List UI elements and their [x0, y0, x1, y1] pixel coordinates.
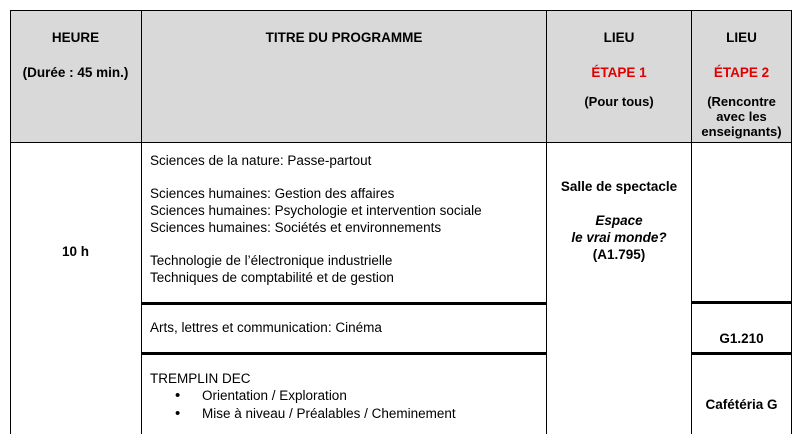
lieu1-space-line2: le vrai monde?	[571, 230, 667, 245]
group-separator-2	[141, 352, 547, 355]
header-lieu2-title: LIEU	[726, 30, 757, 45]
table-border-top	[10, 10, 792, 11]
program-title-tremplin: TREMPLIN DEC	[150, 371, 251, 386]
lieu1-room: Salle de spectacle	[560, 179, 678, 194]
table-border-right	[791, 10, 792, 434]
header-lieu1-step: ÉTAPE 1	[591, 65, 647, 80]
program-item: Techniques de comptabilité et de gestion	[150, 270, 394, 285]
bullet-item: • Orientation / Exploration	[175, 387, 456, 405]
lieu2-room: G1.210	[719, 331, 764, 346]
program-item: Technologie de l’électronique industrielle	[150, 253, 393, 268]
col-divider-1	[141, 10, 142, 434]
header-lieu2-note-line2: avec les	[716, 109, 767, 124]
bullet-item: • Mise à niveau / Préalables / Cheminement	[175, 405, 456, 423]
header-heure-title: HEURE	[51, 30, 100, 45]
lieu1-space-line1: Espace	[595, 213, 643, 228]
program-item: Sciences de la nature: Passe-partout	[150, 153, 372, 168]
header-titre-title: TITRE DU PROGRAMME	[265, 30, 423, 45]
lieu1-room-code: (A1.795)	[592, 247, 646, 262]
header-lieu2-step: ÉTAPE 2	[713, 65, 770, 80]
time-cell: 10 h	[61, 244, 89, 259]
lieu2-separator-1	[691, 301, 792, 304]
header-lieu2-note-line3: enseignants)	[701, 124, 782, 139]
header-lieu1-title: LIEU	[603, 30, 635, 45]
header-lieu2-note-line1: (Rencontre	[707, 94, 776, 109]
program-item: Sciences humaines: Gestion des affaires	[150, 186, 395, 201]
lieu2-separator-2	[691, 352, 792, 355]
program-item: Arts, lettres et communication: Cinéma	[150, 320, 382, 335]
group-separator-1	[141, 302, 547, 305]
header-bottom-line	[10, 142, 792, 143]
header-lieu1-note: (Pour tous)	[584, 94, 654, 109]
program-item: Sciences humaines: Psychologie et intervention sociale	[150, 203, 482, 218]
program-item: Sciences humaines: Sociétés et environnements	[150, 220, 442, 235]
tremplin-bullet-list	[175, 387, 456, 423]
lieu2-room: Cafétéria G	[705, 397, 778, 412]
header-heure-duration: (Durée : 45 min.)	[22, 65, 129, 80]
